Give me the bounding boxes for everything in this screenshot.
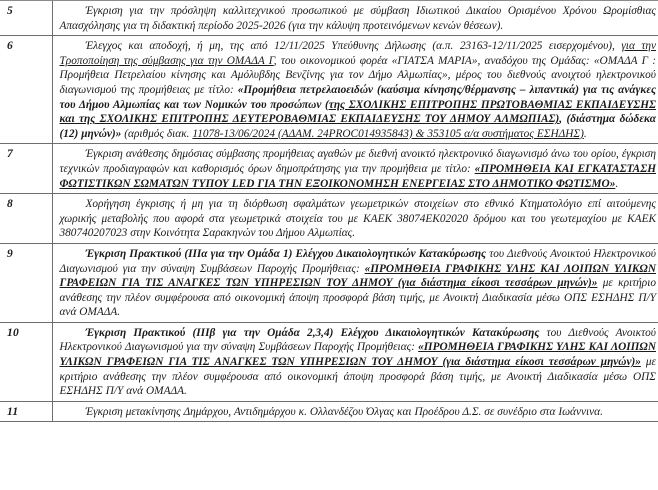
row-number: 6	[0, 36, 52, 144]
table-row	[0, 1, 658, 36]
table-top-rule	[0, 0, 658, 1]
text-run: (της ΣΧΟΛΙΚΗΣ ΕΠΙΤΡΟΠΗΣ ΠΡΩΤΟΒΑΘΜΙΑΣ ΕΚΠΑΙΔΕΥΣΗΣ και της ΣΧΟΛΙΚΗΣ ΕΠΙΤΡΟΠΗΣ ΔΕΥΤΕΡΟΒΑΘΜΙΑΣ ΕΚΠΑΙΔΕΥΣΗΣ ΤΟΥ ΔΗΜΟΥ ΑΛΜΩΠΙΑΣ)	[59, 98, 657, 126]
text-run: «ΠΡΟΜΗΘΕΙΑ ΓΡΑΦΙΚΗΣ ΥΛΗΣ ΚΑΙ ΛΟΙΠΩΝ ΥΛΙΚΩΝ ΓΡΑΦΕΙΩΝ ΓΙΑ ΤΙΣ ΑΝΑΓΚΕΣ ΤΩΝ ΥΠΗΡΕΣΙΩΝ ΤΟΥ ΔΗΜΟΥ (για διάστημα είκοσι τεσσάρων μηνών)»	[59, 341, 656, 369]
table-row	[0, 194, 658, 244]
text-run: «Προμήθεια πετρελαιοειδών (καύσιμα κίνησης/θέρμανσης – λιπαντικά) για τις ανάγκες του Δήμου Αλμωπίας και των Νομικών του προσώπων	[59, 83, 656, 111]
row-item-text	[52, 1, 658, 36]
text-run: με κριτήριο ανάθεσης την πλέον συμφέρουσα από οικονομική άποψη προσφορά βάση τιμής, με Ανοικτή Διαδικασία μέσω ΟΠΣ ΕΣΗΔΗΣ Π/Υ ανά ΟΜΑΔΑ.	[59, 277, 656, 319]
text-run: Έγκριση για την πρόσληψη καλλιτεχνικού προσωπικού με σύμβαση Ιδιωτικού Δικαίου Ορισμένου Χρόνου Ωρομίσθιας Απασχόλησης για τη διδακτική περίοδο 2025-2026 (για την κάλυψη προτεινόμενων κενών θέσεων).	[59, 5, 656, 32]
text-run: του Διεθνούς Ανοικτού Ηλεκτρονικού Διαγωνισμού για την σύναψη Συμβάσεων Παροχής Προμήθειας:	[59, 247, 656, 275]
item-paragraph	[60, 197, 657, 241]
table-row	[0, 243, 658, 322]
text-run: για την Τροποποίηση της σύμβασης για την ΟΜΑΔΑ Γ	[59, 40, 657, 67]
text-run: Χορήγηση έγκρισης ή μη για τη διόρθωση σφαλμάτων γεωμετρικών στοιχείων στο εθνικό Κτηματολόγιο επί αιτούμενης χωρικής μεταβολής που αφορά στα γεωμετρικά στοιχεία του με ΚΑΕΚ 38074ΕΚ02020 δρόμου και του γεωτεμαχίου με ΚΑΕΚ 380740207023 στην Κοινότητα Σαρακηνών του Δήμου Αλμωπίας.	[59, 198, 656, 240]
row-number: 7	[0, 144, 52, 194]
row-item-text	[52, 144, 658, 194]
item-paragraph	[60, 247, 657, 320]
text-run: με κριτήριο ανάθεσης την πλέον συμφέρουσα από οικονομική άποψη προσφορά βάση τιμής, με Ανοικτή Διαδικασία μέσω ΟΠΣ ΕΣΗΔΗΣ Π/Υ ανά ΟΜΑΔΑ.	[59, 356, 656, 398]
item-paragraph	[60, 39, 657, 141]
text-run: Έλεγχος και αποδοχή, ή μη, της από 12/11/2025 Υπεύθυνης Δήλωσης (α.π. 23163-12/11/2025 εισερχομένου),	[85, 40, 622, 53]
agenda-table-body	[0, 1, 658, 422]
table-row	[0, 36, 658, 144]
item-paragraph	[60, 4, 657, 33]
text-run: «ΠΡΟΜΗΘΕΙΑ ΚΑΙ ΕΓΚΑΤΑΣΤΑΣΗ ΦΩΤΙΣΤΙΚΩΝ ΣΩΜΑΤΩΝ ΤΥΠΟΥ LED ΓΙΑ ΤΗΝ ΕΞΟΙΚΟΝΟΜΗΣΗ ΕΝΕΡΓΕΙΑΣ ΣΤΟ ΔΗΜΟΤΙΚΟ ΦΩΤΙΣΜΟ»	[59, 162, 656, 190]
text-run: .	[583, 127, 587, 140]
row-item-text	[52, 243, 658, 322]
text-run: , του οικονομικού φορέα «ΓΙΑΤΣΑ ΜΑΡΙΑ», αναδόχου της Ομάδας: «ΟΜΑΔΑ Γ : Προμήθεια Πετρελαίου κίνησης και Αμόλυβδης Βενζίνης για τον Δήμο Αλμωπίας», μέρος του διεθνούς ανοιχτού ηλεκτρονικού διαγωνισμού της προμήθειας με τίτλο:	[59, 54, 656, 96]
table-row	[0, 322, 658, 401]
row-item-text	[52, 194, 658, 244]
row-number: 9	[0, 243, 52, 322]
row-item-text	[52, 36, 658, 144]
text-run: (αριθμός διακ.	[124, 127, 193, 140]
table-row	[0, 401, 658, 422]
text-run: Έγκριση μετακίνησης Δημάρχου, Αντιδημάρχου κ. Ολλανδέζου Όλγας και Προέδρου Δ.Σ. σε συνέδριο στα Ιωάννινα.	[85, 405, 603, 418]
table-row	[0, 144, 658, 194]
row-number: 8	[0, 194, 52, 244]
item-paragraph	[60, 405, 657, 420]
row-number: 5	[0, 1, 52, 36]
text-run: του Διεθνούς Ανοικτού Ηλεκτρονικού Διαγωνισμού για την σύναψη Συμβάσεων Παροχής Προμήθειας:	[59, 326, 656, 354]
text-run: Έγκριση ανάθεσης δημόσιας σύμβασης προμήθειας αγαθών με διεθνή ανοικτό ηλεκτρονικό διαγωνισμό άνω του ορίου, έγκριση τεχνικών προδιαγραφών και καθορισμός όρων δημοπράτησης για την προμήθεια με τίτλο:	[59, 148, 656, 175]
row-item-text	[52, 322, 658, 401]
text-run: «ΠΡΟΜΗΘΕΙΑ ΓΡΑΦΙΚΗΣ ΥΛΗΣ ΚΑΙ ΛΟΙΠΩΝ ΥΛΙΚΩΝ ΓΡΑΦΕΙΩΝ ΓΙΑ ΤΙΣ ΑΝΑΓΚΕΣ ΤΩΝ ΥΠΗΡΕΣΙΩΝ ΤΟΥ ΔΗΜΟΥ (για διάστημα είκοσι τεσσάρων μηνών)»	[59, 262, 656, 290]
row-item-text	[52, 401, 658, 422]
text-run: .	[615, 177, 619, 190]
row-number: 10	[0, 322, 52, 401]
text-run: , (διάστημα δώδεκα (12) μηνών)»	[59, 113, 656, 140]
item-paragraph	[60, 326, 657, 399]
text-run: Έγκριση Πρακτικού (IIIα για την Ομάδα 1) Ελέγχου Δικαιολογητικών Κατακύρωσης	[85, 247, 487, 260]
text-run: 11078-13/06/2024 (ΑΔΑΜ. 24PROC014935843) & 353105 α/α συστήματος ΕΣΗΔΗΣ)	[192, 127, 584, 140]
text-run: Έγκριση Πρακτικού (IIIβ για την Ομάδα 2,3,4) Ελέγχου Δικαιολογητικών Κατακύρωσης	[85, 326, 540, 339]
row-number: 11	[0, 401, 52, 422]
item-paragraph	[60, 147, 657, 191]
